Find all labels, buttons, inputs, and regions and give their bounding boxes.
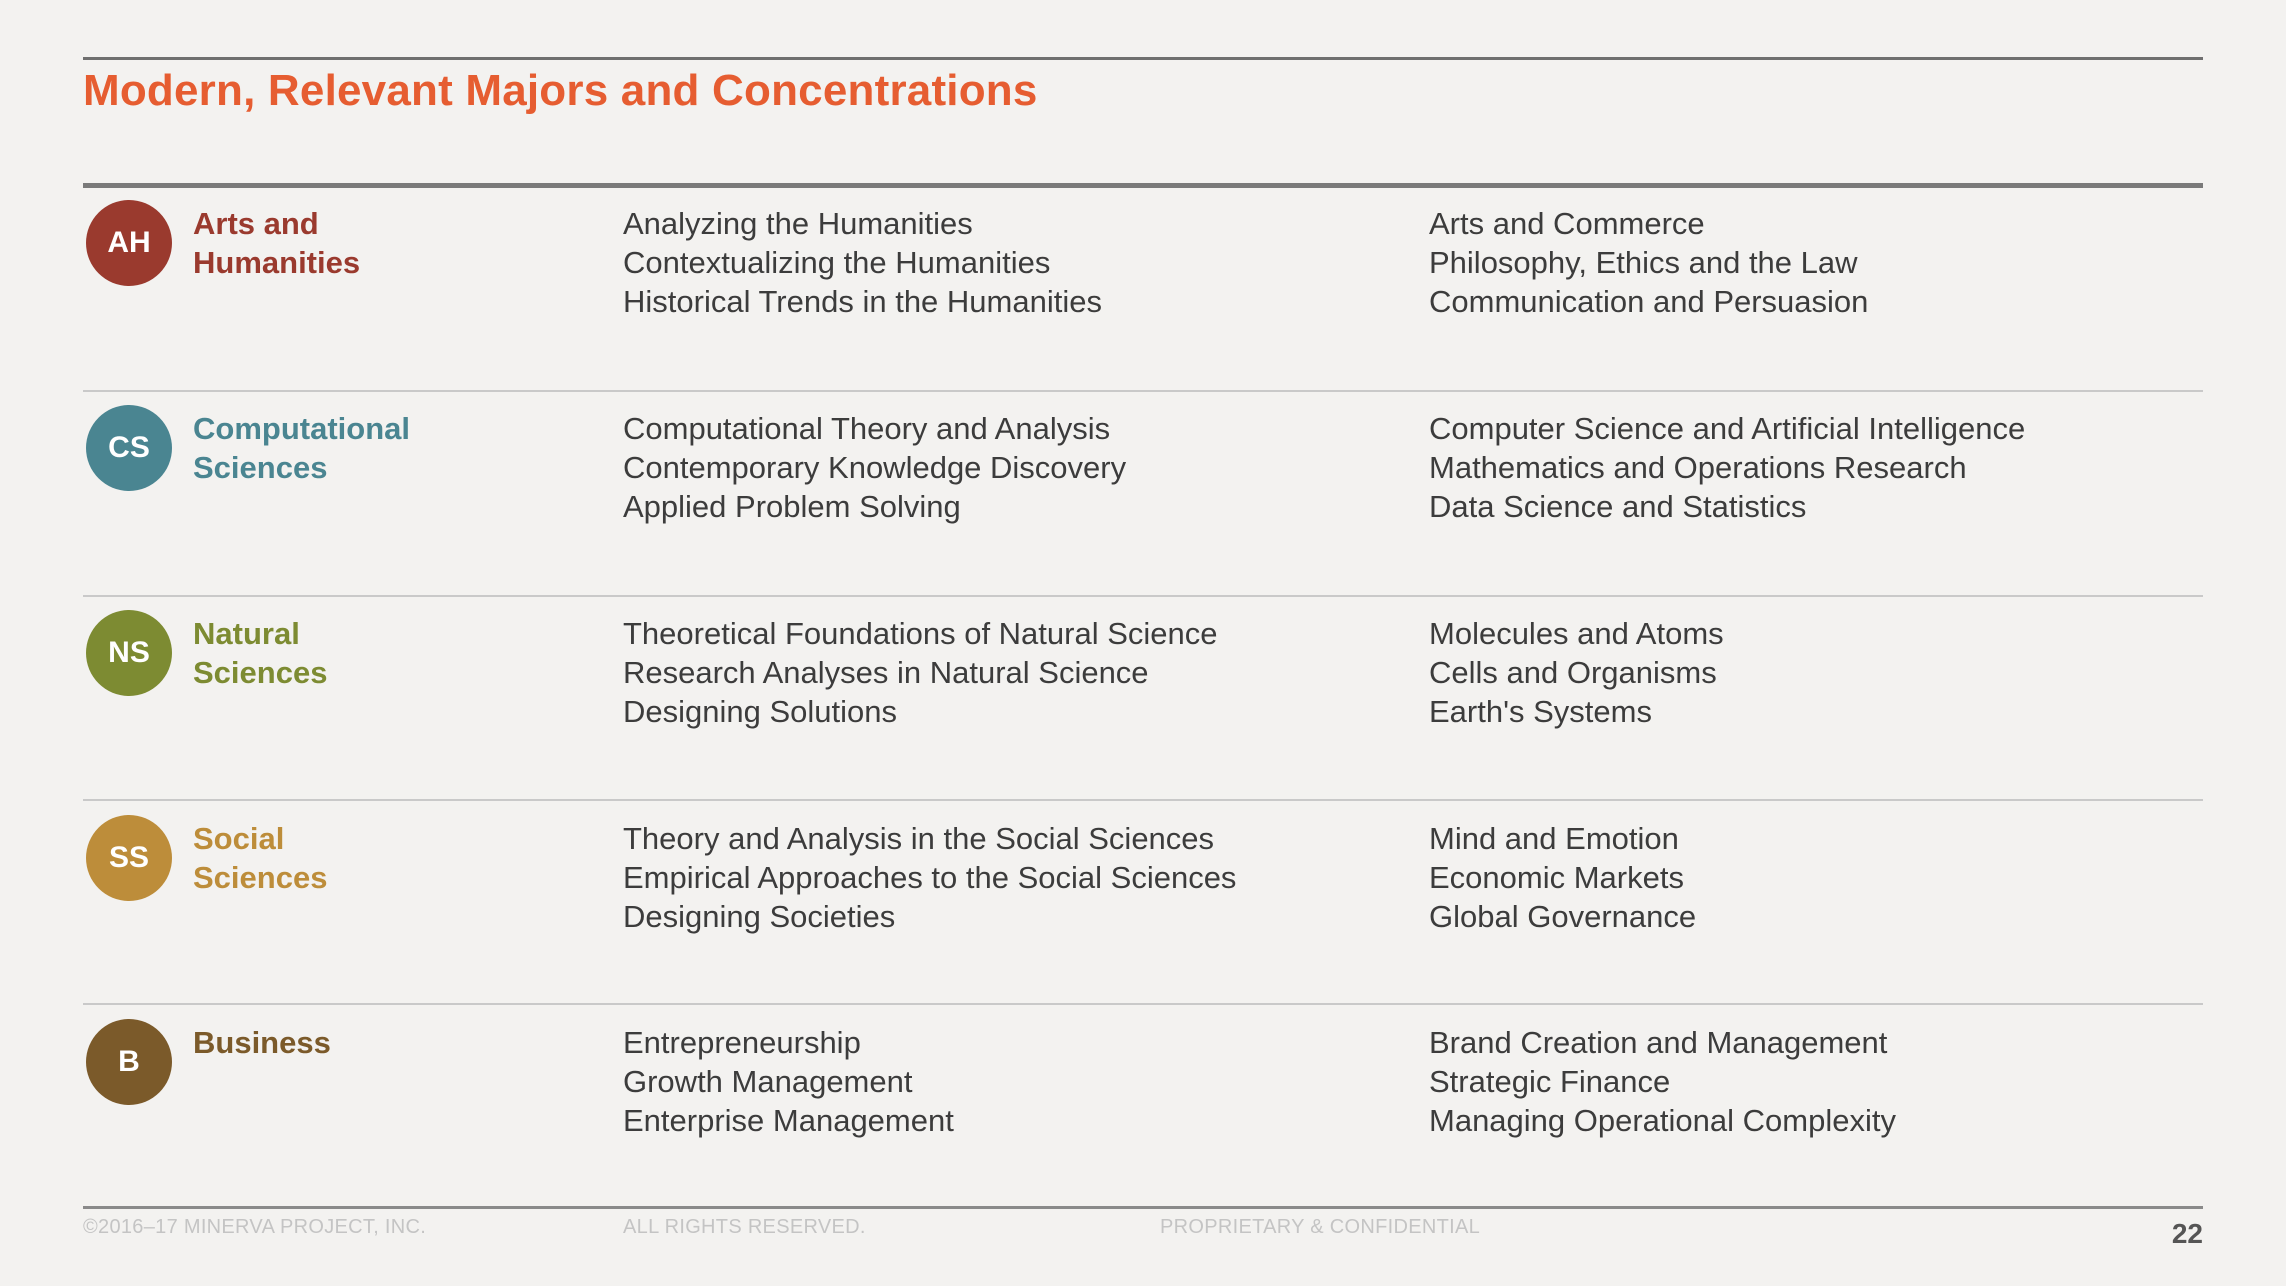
slide-title: Modern, Relevant Majors and Concentrations [83,66,1038,115]
concentration-item: Philosophy, Ethics and the Law [1429,245,1858,280]
concentration-item: Growth Management [623,1064,913,1099]
concentration-item: Contextualizing the Humanities [623,245,1051,280]
badge-ns: NS [86,610,172,696]
badge-ah: AH [86,200,172,286]
major-name-arts-humanities [193,204,493,282]
concentration-item: Data Science and Statistics [1429,489,1807,524]
footer-rule [83,1206,2203,1209]
concentration-item: Contemporary Knowledge Discovery [623,450,1127,485]
major-name-computational-sciences [193,409,493,487]
concentration-item: Communication and Persuasion [1429,284,1869,319]
major-name-line2: Sciences [193,655,328,690]
concentration-item: Computer Science and Artificial Intelligence [1429,411,2026,446]
concentration-item: Research Analyses in Natural Science [623,655,1149,690]
concentration-item: Computational Theory and Analysis [623,411,1111,446]
concentration-item: Arts and Commerce [1429,206,1705,241]
concentrations-applied [1429,204,1868,321]
header-rule [83,183,2203,188]
badge-ss: SS [86,815,172,901]
footer-copyright: ©2016–17 MINERVA PROJECT, INC. [83,1216,427,1238]
top-rule [83,57,2203,60]
concentrations-applied [1429,819,1696,936]
concentration-item: Molecules and Atoms [1429,616,1724,651]
concentration-item: Enterprise Management [623,1103,954,1138]
concentration-item: Empirical Approaches to the Social Sciences [623,860,1237,895]
major-name-natural-sciences [193,614,493,692]
concentrations-core [623,614,1218,731]
major-row-social-sciences [83,815,2203,995]
row-divider [83,799,2203,801]
badge-b: B [86,1019,172,1105]
concentrations-applied [1429,1023,1896,1140]
major-name-line2: Sciences [193,860,328,895]
concentration-item: Managing Operational Complexity [1429,1103,1896,1138]
major-name-social-sciences [193,819,493,897]
major-row-natural-sciences [83,610,2203,790]
concentration-item: Theory and Analysis in the Social Sciences [623,821,1215,856]
badge-cs: CS [86,405,172,491]
major-row-computational-sciences [83,405,2203,585]
concentration-item: Brand Creation and Management [1429,1025,1888,1060]
major-row-business [83,1019,2203,1199]
concentration-item: Applied Problem Solving [623,489,961,524]
major-name-line1: Arts and [193,206,319,241]
major-name-business [193,1023,493,1062]
major-name-line1: Natural [193,616,300,651]
concentration-item: Designing Solutions [623,694,898,729]
footer-confidential: PROPRIETARY & CONFIDENTIAL [1160,1216,1481,1238]
concentrations-applied [1429,614,1724,731]
concentrations-core [623,819,1236,936]
concentrations-core [623,409,1126,526]
concentration-item: Cells and Organisms [1429,655,1717,690]
concentrations-applied [1429,409,2025,526]
concentration-item: Historical Trends in the Humanities [623,284,1102,319]
major-name-line2: Humanities [193,245,361,280]
concentration-item: Global Governance [1429,899,1697,934]
row-divider [83,595,2203,597]
major-row-arts-humanities [83,200,2203,380]
footer-rights: ALL RIGHTS RESERVED. [623,1216,866,1238]
major-name-line2: Sciences [193,450,328,485]
concentration-item: Theoretical Foundations of Natural Science [623,616,1218,651]
major-name-line1: Computational [193,411,410,446]
concentration-item: Economic Markets [1429,860,1684,895]
row-divider [83,390,2203,392]
concentration-item: Mathematics and Operations Research [1429,450,1967,485]
concentration-item: Designing Societies [623,899,896,934]
concentration-item: Mind and Emotion [1429,821,1679,856]
concentration-item: Analyzing the Humanities [623,206,973,241]
concentration-item: Strategic Finance [1429,1064,1671,1099]
major-name-line1: Social [193,821,285,856]
row-divider [83,1003,2203,1005]
concentrations-core [623,1023,954,1140]
concentrations-core [623,204,1102,321]
concentration-item: Entrepreneurship [623,1025,861,1060]
major-name-line1: Business [193,1025,331,1060]
page-number: 22 [2171,1218,2203,1249]
concentration-item: Earth's Systems [1429,694,1652,729]
